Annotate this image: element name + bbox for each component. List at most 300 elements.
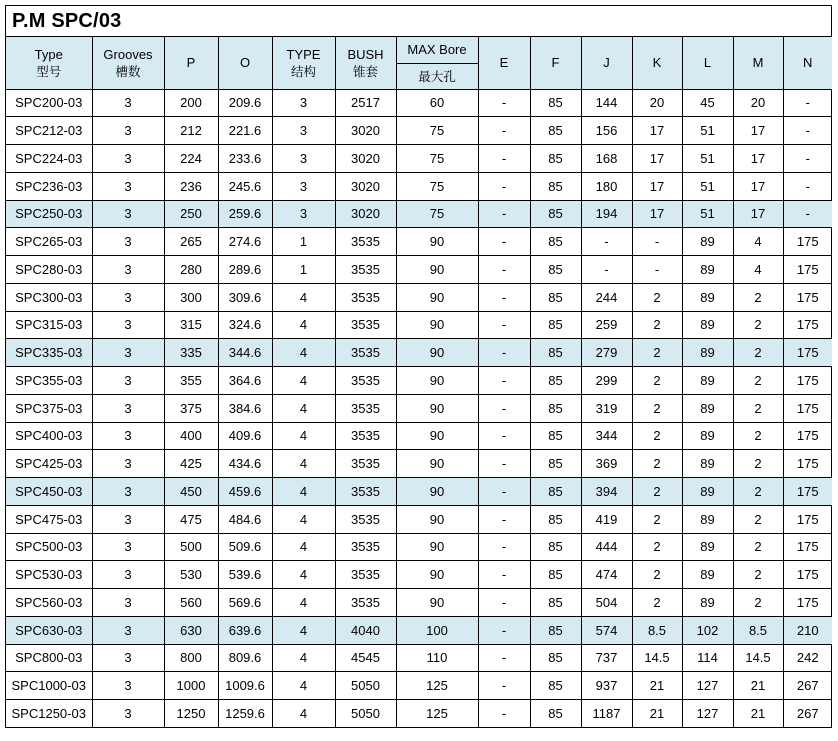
cell-o: 384.6: [218, 394, 272, 422]
cell-e: -: [478, 117, 530, 145]
cell-o: 245.6: [218, 172, 272, 200]
cell-p: 200: [164, 89, 218, 117]
cell-m: 17: [733, 172, 783, 200]
cell-bush: 3020: [335, 145, 396, 173]
cell-grooves: 3: [92, 200, 164, 228]
cell-k: 21: [632, 672, 682, 700]
cell-j: 279: [581, 339, 632, 367]
cell-p: 560: [164, 589, 218, 617]
cell-max-bore: 90: [396, 505, 478, 533]
cell-j: 180: [581, 172, 632, 200]
cell-bush: 3535: [335, 450, 396, 478]
cell-grooves: 3: [92, 561, 164, 589]
cell-max-bore: 125: [396, 672, 478, 700]
cell-structure: 4: [272, 561, 335, 589]
cell-j: 574: [581, 616, 632, 644]
table-row: [6, 145, 832, 173]
cell-k: 2: [632, 422, 682, 450]
col-header-maxbore-en: MAX Bore: [396, 37, 478, 63]
table-row: [6, 561, 832, 589]
cell-max-bore: 90: [396, 311, 478, 339]
cell-p: 475: [164, 505, 218, 533]
cell-p: 425: [164, 450, 218, 478]
cell-m: 4: [733, 256, 783, 284]
cell-o: 409.6: [218, 422, 272, 450]
cell-o: 344.6: [218, 339, 272, 367]
cell-structure: 4: [272, 644, 335, 672]
cell-o: 233.6: [218, 145, 272, 173]
table-row: [6, 672, 832, 700]
cell-k: 2: [632, 367, 682, 395]
cell-m: 21: [733, 700, 783, 728]
cell-k: 17: [632, 172, 682, 200]
cell-grooves: 3: [92, 589, 164, 617]
cell-grooves: 3: [92, 700, 164, 728]
cell-j: 394: [581, 478, 632, 506]
cell-k: 2: [632, 339, 682, 367]
cell-bush: 3535: [335, 422, 396, 450]
cell-structure: 3: [272, 200, 335, 228]
cell-bush: 3535: [335, 311, 396, 339]
cell-max-bore: 90: [396, 589, 478, 617]
table-row: [6, 89, 832, 117]
cell-n: 175: [783, 394, 832, 422]
cell-l: 51: [682, 172, 733, 200]
cell-structure: 4: [272, 589, 335, 617]
cell-o: 1009.6: [218, 672, 272, 700]
cell-f: 85: [530, 700, 581, 728]
cell-type: SPC335-03: [6, 339, 92, 367]
table-row: [6, 533, 832, 561]
cell-e: -: [478, 450, 530, 478]
cell-o: 459.6: [218, 478, 272, 506]
cell-l: 89: [682, 589, 733, 617]
cell-type: SPC355-03: [6, 367, 92, 395]
cell-p: 400: [164, 422, 218, 450]
cell-grooves: 3: [92, 394, 164, 422]
cell-j: -: [581, 228, 632, 256]
table-row: [6, 311, 832, 339]
cell-e: -: [478, 228, 530, 256]
cell-k: 2: [632, 505, 682, 533]
cell-structure: 3: [272, 145, 335, 173]
cell-o: 569.6: [218, 589, 272, 617]
cell-e: -: [478, 283, 530, 311]
cell-f: 85: [530, 589, 581, 617]
col-header-m: M: [733, 37, 783, 89]
cell-o: 484.6: [218, 505, 272, 533]
cell-m: 21: [733, 672, 783, 700]
cell-structure: 4: [272, 367, 335, 395]
col-header-grooves-en: Grooves: [103, 46, 153, 62]
cell-p: 212: [164, 117, 218, 145]
cell-max-bore: 100: [396, 616, 478, 644]
table-row: [6, 339, 832, 367]
cell-bush: 2517: [335, 89, 396, 117]
col-header-structure: [272, 37, 335, 89]
cell-bush: 5050: [335, 700, 396, 728]
cell-k: 21: [632, 700, 682, 728]
cell-j: 144: [581, 89, 632, 117]
cell-n: 175: [783, 422, 832, 450]
cell-type: SPC280-03: [6, 256, 92, 284]
cell-k: 2: [632, 283, 682, 311]
cell-m: 17: [733, 145, 783, 173]
cell-k: 2: [632, 478, 682, 506]
cell-n: -: [783, 117, 832, 145]
cell-p: 315: [164, 311, 218, 339]
cell-j: 474: [581, 561, 632, 589]
cell-f: 85: [530, 367, 581, 395]
cell-bush: 3535: [335, 561, 396, 589]
cell-structure: 4: [272, 533, 335, 561]
cell-bush: 3535: [335, 228, 396, 256]
cell-l: 51: [682, 117, 733, 145]
cell-l: 89: [682, 561, 733, 589]
cell-bush: 3535: [335, 533, 396, 561]
cell-e: -: [478, 145, 530, 173]
cell-p: 300: [164, 283, 218, 311]
cell-l: 89: [682, 311, 733, 339]
cell-e: -: [478, 700, 530, 728]
cell-f: 85: [530, 533, 581, 561]
col-header-e: E: [478, 37, 530, 89]
cell-bush: 3020: [335, 200, 396, 228]
cell-grooves: 3: [92, 283, 164, 311]
cell-j: 299: [581, 367, 632, 395]
cell-p: 355: [164, 367, 218, 395]
cell-k: 2: [632, 561, 682, 589]
cell-bush: 4545: [335, 644, 396, 672]
cell-e: -: [478, 172, 530, 200]
cell-e: -: [478, 616, 530, 644]
cell-max-bore: 110: [396, 644, 478, 672]
cell-k: -: [632, 256, 682, 284]
cell-k: 20: [632, 89, 682, 117]
cell-max-bore: 75: [396, 117, 478, 145]
cell-l: 89: [682, 283, 733, 311]
cell-type: SPC200-03: [6, 89, 92, 117]
col-header-structure-cn: 结构: [290, 63, 316, 79]
cell-bush: 3535: [335, 394, 396, 422]
cell-j: 156: [581, 117, 632, 145]
cell-f: 85: [530, 450, 581, 478]
cell-e: -: [478, 200, 530, 228]
cell-max-bore: 90: [396, 367, 478, 395]
cell-j: 244: [581, 283, 632, 311]
cell-structure: 4: [272, 505, 335, 533]
cell-grooves: 3: [92, 256, 164, 284]
col-header-l: L: [682, 37, 733, 89]
cell-type: SPC500-03: [6, 533, 92, 561]
cell-m: 17: [733, 117, 783, 145]
cell-o: 209.6: [218, 89, 272, 117]
spec-sheet: [5, 5, 832, 728]
cell-f: 85: [530, 311, 581, 339]
cell-structure: 4: [272, 700, 335, 728]
cell-k: 17: [632, 200, 682, 228]
table-body: [6, 89, 832, 727]
cell-k: 8.5: [632, 616, 682, 644]
cell-l: 89: [682, 450, 733, 478]
table-row: [6, 394, 832, 422]
cell-j: 504: [581, 589, 632, 617]
cell-grooves: 3: [92, 478, 164, 506]
table-row: [6, 450, 832, 478]
cell-l: 89: [682, 367, 733, 395]
col-header-bush-en: BUSH: [347, 46, 384, 62]
cell-p: 1250: [164, 700, 218, 728]
cell-j: 194: [581, 200, 632, 228]
cell-max-bore: 90: [396, 394, 478, 422]
cell-max-bore: 90: [396, 478, 478, 506]
cell-m: 2: [733, 561, 783, 589]
cell-n: 175: [783, 283, 832, 311]
cell-n: 175: [783, 367, 832, 395]
table-row: [6, 228, 832, 256]
cell-p: 630: [164, 616, 218, 644]
cell-j: 444: [581, 533, 632, 561]
cell-e: -: [478, 422, 530, 450]
cell-max-bore: 90: [396, 422, 478, 450]
cell-n: 175: [783, 505, 832, 533]
cell-e: -: [478, 339, 530, 367]
cell-type: SPC375-03: [6, 394, 92, 422]
cell-o: 364.6: [218, 367, 272, 395]
table-row: [6, 200, 832, 228]
cell-n: 267: [783, 672, 832, 700]
cell-e: -: [478, 311, 530, 339]
cell-n: -: [783, 145, 832, 173]
cell-grooves: 3: [92, 422, 164, 450]
cell-k: 2: [632, 589, 682, 617]
cell-p: 224: [164, 145, 218, 173]
cell-bush: 3535: [335, 589, 396, 617]
cell-grooves: 3: [92, 450, 164, 478]
cell-o: 539.6: [218, 561, 272, 589]
cell-structure: 4: [272, 616, 335, 644]
cell-type: SPC250-03: [6, 200, 92, 228]
cell-j: 419: [581, 505, 632, 533]
cell-n: -: [783, 200, 832, 228]
cell-f: 85: [530, 145, 581, 173]
cell-e: -: [478, 478, 530, 506]
cell-type: SPC265-03: [6, 228, 92, 256]
cell-m: 2: [733, 339, 783, 367]
cell-f: 85: [530, 172, 581, 200]
cell-j: 259: [581, 311, 632, 339]
cell-f: 85: [530, 561, 581, 589]
col-header-n: N: [783, 37, 832, 89]
cell-m: 2: [733, 422, 783, 450]
table-row: [6, 422, 832, 450]
cell-f: 85: [530, 478, 581, 506]
cell-type: SPC800-03: [6, 644, 92, 672]
cell-o: 221.6: [218, 117, 272, 145]
cell-structure: 3: [272, 89, 335, 117]
cell-n: 175: [783, 311, 832, 339]
table-row: [6, 367, 832, 395]
cell-grooves: 3: [92, 644, 164, 672]
cell-p: 265: [164, 228, 218, 256]
cell-e: -: [478, 644, 530, 672]
col-header-p: P: [164, 37, 218, 89]
cell-p: 375: [164, 394, 218, 422]
table-row: [6, 589, 832, 617]
cell-l: 127: [682, 672, 733, 700]
table-row: [6, 644, 832, 672]
cell-e: -: [478, 672, 530, 700]
cell-l: 51: [682, 145, 733, 173]
cell-k: 14.5: [632, 644, 682, 672]
cell-structure: 3: [272, 117, 335, 145]
cell-f: 85: [530, 394, 581, 422]
cell-type: SPC450-03: [6, 478, 92, 506]
cell-k: 17: [632, 145, 682, 173]
cell-grooves: 3: [92, 339, 164, 367]
cell-l: 89: [682, 478, 733, 506]
cell-l: 127: [682, 700, 733, 728]
col-header-j: J: [581, 37, 632, 89]
cell-f: 85: [530, 616, 581, 644]
cell-o: 259.6: [218, 200, 272, 228]
cell-grooves: 3: [92, 672, 164, 700]
cell-structure: 3: [272, 172, 335, 200]
cell-j: 937: [581, 672, 632, 700]
cell-grooves: 3: [92, 505, 164, 533]
cell-k: 2: [632, 311, 682, 339]
cell-k: -: [632, 228, 682, 256]
cell-e: -: [478, 589, 530, 617]
col-header-type-cn: 型号: [36, 63, 62, 79]
cell-type: SPC560-03: [6, 589, 92, 617]
cell-n: 175: [783, 228, 832, 256]
cell-k: 17: [632, 117, 682, 145]
cell-bush: 3535: [335, 367, 396, 395]
col-header-o: O: [218, 37, 272, 89]
cell-o: 324.6: [218, 311, 272, 339]
cell-p: 280: [164, 256, 218, 284]
col-header-type-en: Type: [34, 46, 63, 62]
cell-m: 2: [733, 478, 783, 506]
col-header-maxbore-cn: 最大孔: [396, 63, 478, 89]
cell-l: 89: [682, 228, 733, 256]
cell-n: 175: [783, 478, 832, 506]
cell-n: 175: [783, 561, 832, 589]
cell-o: 309.6: [218, 283, 272, 311]
table-row: [6, 283, 832, 311]
cell-l: 89: [682, 394, 733, 422]
cell-j: 737: [581, 644, 632, 672]
cell-type: SPC1000-03: [6, 672, 92, 700]
table-row: [6, 478, 832, 506]
cell-bush: 3535: [335, 339, 396, 367]
cell-structure: 4: [272, 422, 335, 450]
cell-grooves: 3: [92, 117, 164, 145]
cell-max-bore: 125: [396, 700, 478, 728]
cell-j: 319: [581, 394, 632, 422]
cell-k: 2: [632, 450, 682, 478]
cell-p: 335: [164, 339, 218, 367]
cell-n: -: [783, 172, 832, 200]
cell-max-bore: 90: [396, 561, 478, 589]
cell-m: 14.5: [733, 644, 783, 672]
cell-type: SPC425-03: [6, 450, 92, 478]
cell-structure: 4: [272, 283, 335, 311]
col-header-bush: [335, 37, 396, 89]
cell-e: -: [478, 561, 530, 589]
cell-n: 175: [783, 256, 832, 284]
table-row: [6, 256, 832, 284]
col-header-k: K: [632, 37, 682, 89]
cell-f: 85: [530, 672, 581, 700]
cell-e: -: [478, 505, 530, 533]
cell-p: 1000: [164, 672, 218, 700]
cell-j: -: [581, 256, 632, 284]
cell-p: 530: [164, 561, 218, 589]
cell-max-bore: 75: [396, 145, 478, 173]
cell-o: 289.6: [218, 256, 272, 284]
cell-bush: 3535: [335, 256, 396, 284]
cell-max-bore: 90: [396, 339, 478, 367]
cell-m: 2: [733, 311, 783, 339]
cell-bush: 3535: [335, 478, 396, 506]
cell-grooves: 3: [92, 89, 164, 117]
cell-f: 85: [530, 339, 581, 367]
cell-m: 2: [733, 367, 783, 395]
cell-f: 85: [530, 228, 581, 256]
cell-structure: 4: [272, 311, 335, 339]
cell-f: 85: [530, 283, 581, 311]
cell-m: 17: [733, 200, 783, 228]
cell-m: 2: [733, 283, 783, 311]
cell-o: 639.6: [218, 616, 272, 644]
cell-type: SPC1250-03: [6, 700, 92, 728]
cell-max-bore: 90: [396, 533, 478, 561]
cell-structure: 1: [272, 228, 335, 256]
cell-max-bore: 60: [396, 89, 478, 117]
cell-type: SPC530-03: [6, 561, 92, 589]
cell-type: SPC212-03: [6, 117, 92, 145]
col-header-bush-cn: 锥套: [352, 63, 378, 79]
cell-grooves: 3: [92, 172, 164, 200]
cell-structure: 4: [272, 672, 335, 700]
cell-j: 168: [581, 145, 632, 173]
cell-m: 8.5: [733, 616, 783, 644]
cell-f: 85: [530, 200, 581, 228]
cell-grooves: 3: [92, 367, 164, 395]
table-row: [6, 505, 832, 533]
cell-bush: 5050: [335, 672, 396, 700]
cell-f: 85: [530, 422, 581, 450]
cell-grooves: 3: [92, 311, 164, 339]
cell-e: -: [478, 394, 530, 422]
cell-l: 89: [682, 533, 733, 561]
cell-m: 2: [733, 394, 783, 422]
cell-l: 114: [682, 644, 733, 672]
spec-table: [6, 37, 832, 727]
cell-p: 250: [164, 200, 218, 228]
cell-structure: 4: [272, 450, 335, 478]
cell-structure: 1: [272, 256, 335, 284]
cell-m: 2: [733, 505, 783, 533]
cell-f: 85: [530, 256, 581, 284]
cell-max-bore: 75: [396, 200, 478, 228]
cell-bush: 3535: [335, 283, 396, 311]
cell-p: 450: [164, 478, 218, 506]
cell-l: 89: [682, 339, 733, 367]
cell-e: -: [478, 89, 530, 117]
